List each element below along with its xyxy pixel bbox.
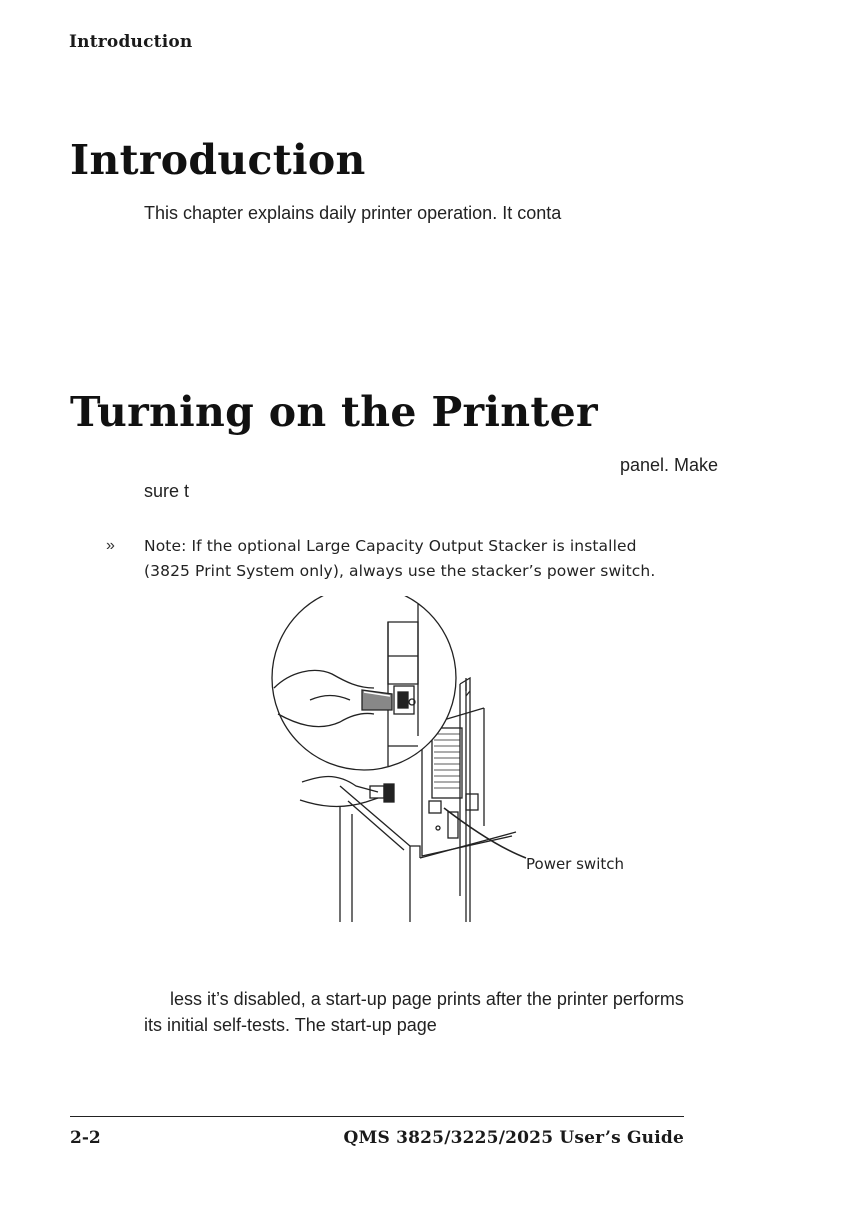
after-figure-line-1: less it’s disabled, a start-up page prints after the printer performs xyxy=(170,989,684,1009)
after-figure-line-2: its initial self-tests. The start-up page xyxy=(144,1015,437,1035)
note-line-1: Note: If the optional Large Capacity Output Stacker is installed xyxy=(144,537,637,555)
power-switch-callout: Power switch xyxy=(526,855,625,873)
book-title: QMS 3825/3225/2025 User’s Guide xyxy=(343,1128,684,1148)
section-heading-turning-on: Turning on the Printer xyxy=(70,388,598,436)
turning-on-line-2: sure t xyxy=(144,481,190,501)
note-line-2: (3825 Print System only), always use the stacker’s power switch. xyxy=(144,562,656,580)
note-marker: » xyxy=(106,537,115,554)
turning-on-line-1: panel. Make xyxy=(620,455,719,475)
running-head: Introduction xyxy=(69,32,193,52)
intro-paragraph: This chapter explains daily printer operation. It conta xyxy=(144,203,562,223)
page-number: 2-2 xyxy=(70,1128,101,1148)
note-block xyxy=(144,534,655,584)
section-heading-introduction: Introduction xyxy=(70,136,366,184)
power-switch-figure xyxy=(270,596,640,922)
footer-divider xyxy=(70,1116,684,1117)
printer-illustration xyxy=(270,596,640,922)
